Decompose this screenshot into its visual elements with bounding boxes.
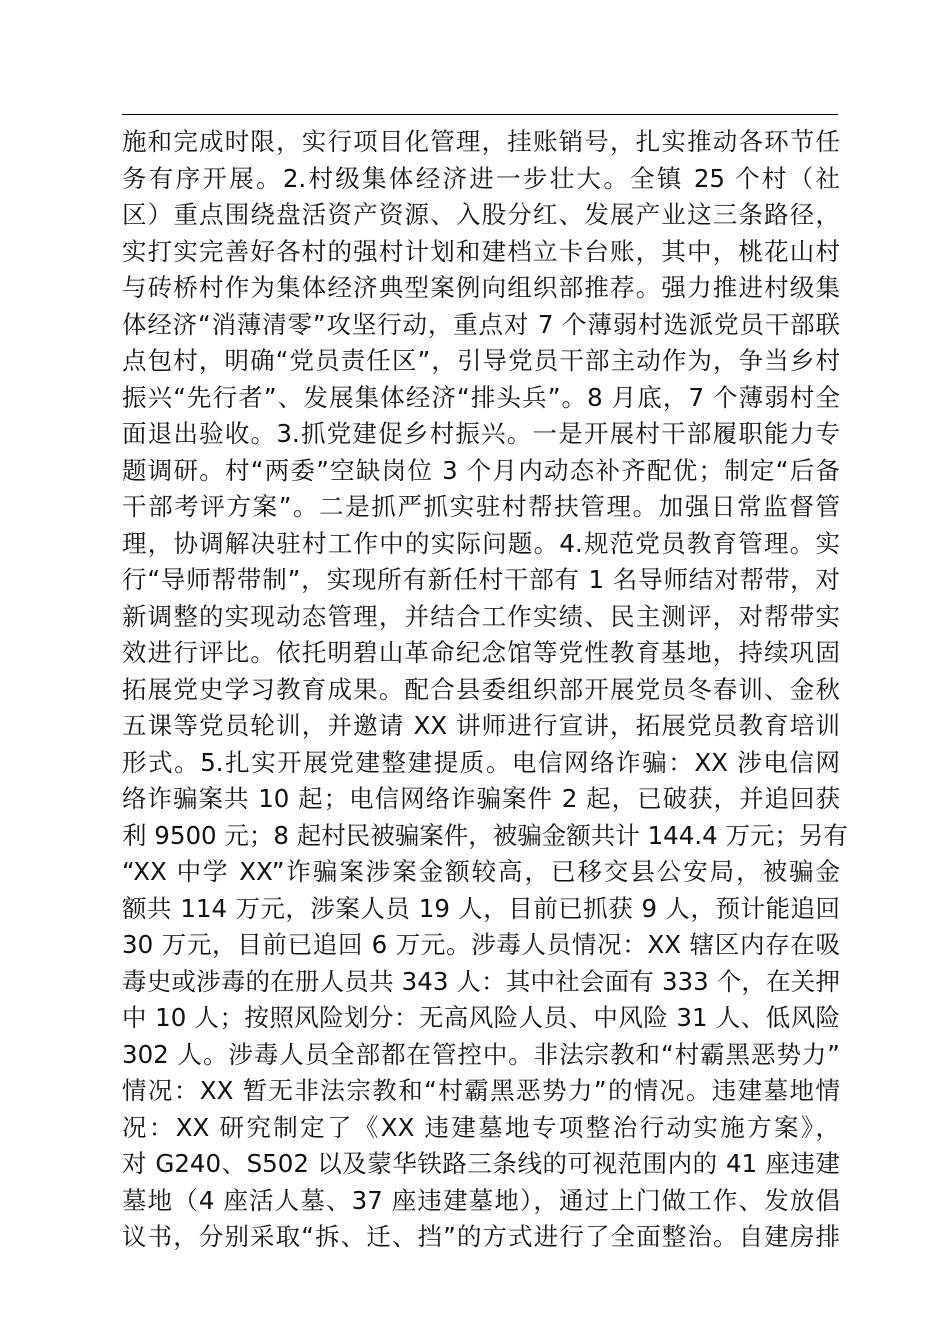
text-line: 施和完成时限，实行项目化管理，挂账销号，扎实推动各环节任 xyxy=(122,127,840,156)
text-line: 利 9500 元；8 起村民被骗案件，被骗金额共计 144.4 万元；另有 xyxy=(122,820,849,850)
text-line: 况：XX 研究制定了《XX 违建墓地专项整治行动实施方案》， xyxy=(122,1112,840,1142)
body-paragraph xyxy=(122,124,849,1256)
text-line: 对 G240、S502 以及蒙华铁路三条线的可视范围内的 41 座违建 xyxy=(122,1149,840,1178)
text-line: 新调整的实现动态管理，并结合工作实绩、民主测评，对帮带实 xyxy=(122,601,840,631)
text-line: 点包村，明确“党员责任区”，引导党员干部主动作为，争当乡村 xyxy=(122,346,840,375)
text-line: 振兴“先行者”、发展集体经济“排头兵”。8 月底，7 个薄弱村全 xyxy=(122,382,840,412)
text-line: 墓地（4 座活人墓、37 座违建墓地），通过上门做工作、发放倡 xyxy=(122,1185,840,1215)
text-line: 面退出验收。3.抓党建促乡村振兴。一是开展村干部履职能力专 xyxy=(122,419,840,448)
text-line: 30 万元，目前已追回 6 万元。涉毒人员情况：XX 辖区内存在吸 xyxy=(122,930,840,959)
text-line: 五课等党员轮训，并邀请 XX 讲师进行宣讲，拓展党员教育培训 xyxy=(122,711,840,740)
text-line: 体经济“消薄清零”攻坚行动，重点对 7 个薄弱村选派党员干部联 xyxy=(122,309,840,339)
text-line: 拓展党史学习教育成果。配合县委组织部开展党员冬春训、金秋 xyxy=(122,674,840,704)
text-line: 行“导师帮带制”，实现所有新任村干部有 1 名导师结对帮带，对 xyxy=(122,565,840,594)
text-line: 毒史或涉毒的在册人员共 343 人：其中社会面有 333 个，在关押 xyxy=(122,966,840,996)
text-line: 情况：XX 暂无非法宗教和“村霸黑恶势力”的情况。违建墓地情 xyxy=(122,1076,840,1105)
text-line: 中 10 人；按照风险划分：无高风险人员、中风险 31 人、低风险 xyxy=(122,1003,840,1032)
text-line: 区）重点围绕盘活资产资源、入股分红、发展产业这三条路径， xyxy=(122,200,840,229)
text-line: 理，协调解决驻村工作中的实际问题。4.规范党员教育管理。实 xyxy=(122,528,840,558)
text-line: 议书，分别采取“拆、迁、挡”的方式进行了全面整治。自建房排 xyxy=(122,1222,840,1251)
text-line: 干部考评方案”。二是抓严抓实驻村帮扶管理。加强日常监督管 xyxy=(122,492,840,521)
text-line: 实打实完善好各村的强村计划和建档立卡台账，其中，桃花山村 xyxy=(122,236,840,266)
text-line: 与砖桥村作为集体经济典型案例向组织部推荐。强力推进村级集 xyxy=(122,273,840,302)
text-line: 302 人。涉毒人员全部都在管控中。非法宗教和“村霸黑恶势力” xyxy=(122,1039,840,1069)
text-line: 务有序开展。2.村级集体经济进一步壮大。全镇 25 个村（社 xyxy=(122,163,840,193)
text-line: 额共 114 万元，涉案人员 19 人，目前已抓获 9 人，预计能追回 xyxy=(122,893,840,923)
text-line: 形式。5.扎实开展党建整建提质。电信网络诈骗：XX 涉电信网 xyxy=(122,747,840,777)
text-line: “XX 中学 XX”诈骗案涉案金额较高，已移交县公安局，被骗金 xyxy=(122,857,840,886)
text-line: 题调研。村“两委”空缺岗位 3 个月内动态补齐配优；制定“后备 xyxy=(122,455,840,485)
text-line: 效进行评比。依托明碧山革命纪念馆等党性教育基地，持续巩固 xyxy=(122,638,840,667)
header-rule xyxy=(122,114,838,115)
text-line: 络诈骗案共 10 起；电信网络诈骗案件 2 起，已破获，并追回获 xyxy=(122,784,840,813)
